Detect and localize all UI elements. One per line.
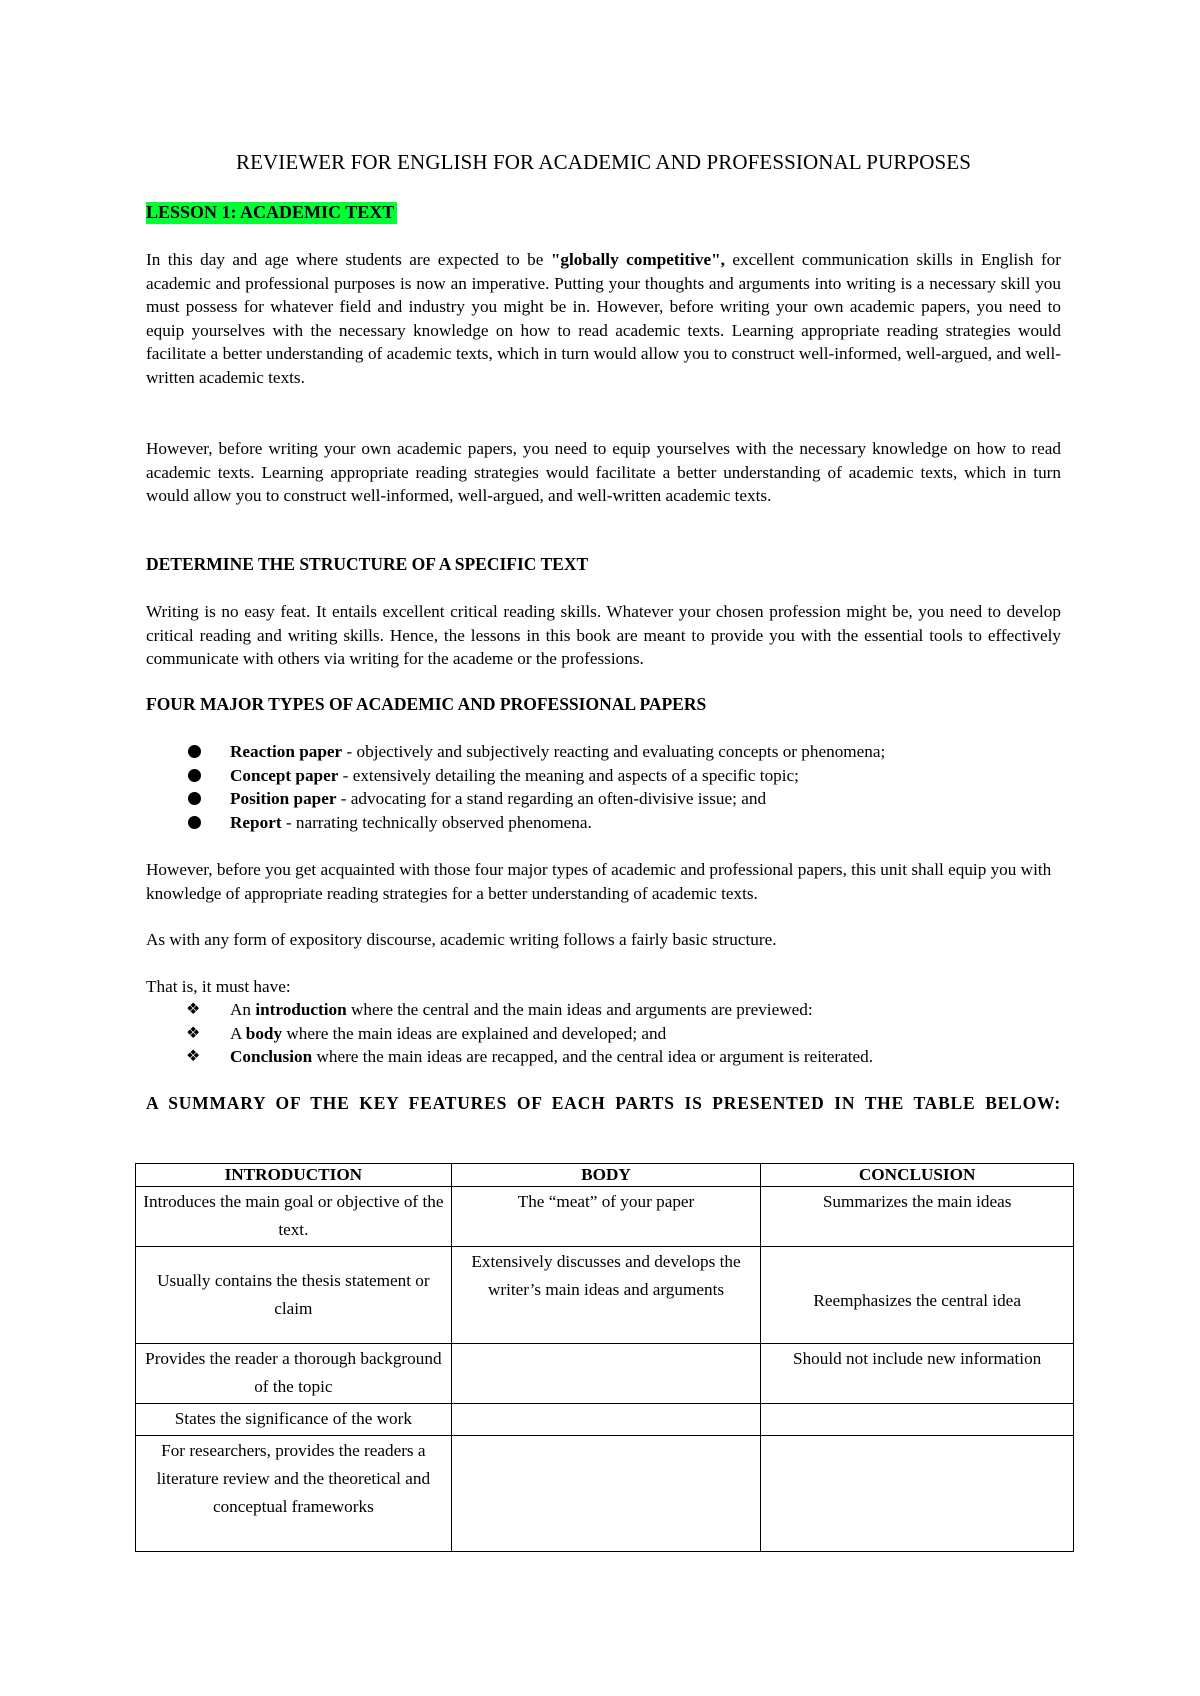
structure-paragraph: Writing is no easy feat. It entails excellent critical reading skills. Whatever your chosen profession might be, you need to develop critical reading and writing skills. Hence, the lessons in this book are meant to provide you with the essential tools to effectively communicate with others via writing for the academe or the professions. bbox=[146, 602, 1061, 669]
paper-type-term: Position paper bbox=[230, 789, 337, 809]
diamond-bullet-icon: ❖ bbox=[186, 1024, 201, 1042]
types-paragraph: However, before you get acquainted with those four major types of academic and professional papers, this unit shall equip you with knowledge of appropriate reading strategies for a better understanding of academic texts. bbox=[146, 860, 1052, 903]
part-term: Conclusion bbox=[230, 1047, 313, 1067]
globally-competitive-phrase: "globally competitive", bbox=[550, 250, 725, 269]
intro-text-start: In this day and age where students are expected to be bbox=[146, 250, 551, 269]
list-item bbox=[146, 764, 885, 788]
diamond-bullet-icon: ❖ bbox=[186, 1001, 201, 1018]
table-row bbox=[136, 1436, 1074, 1552]
bullet-icon bbox=[188, 792, 201, 805]
paper-type-desc: - narrating technically observed phenomena. bbox=[281, 812, 592, 832]
paper-type-desc: - objectively and subjectively reacting and evaluating concepts or phenomena; bbox=[342, 742, 886, 761]
list-item: ❖ An introduction where the central and the main ideas and arguments are previewed: bbox=[146, 998, 873, 1022]
table-row bbox=[136, 1344, 1074, 1404]
table-cell: Should not include new information bbox=[761, 1344, 1074, 1404]
expository-paragraph: As with any form of expository discourse, academic writing follows a fairly basic structure. bbox=[146, 930, 777, 949]
table-cell: Summarizes the main ideas bbox=[761, 1187, 1074, 1247]
list-item bbox=[146, 740, 885, 764]
table-cell bbox=[451, 1344, 761, 1404]
table-cell: The “meat” of your paper bbox=[451, 1187, 761, 1247]
lesson-heading: LESSON 1: ACADEMIC TEXT bbox=[146, 202, 397, 224]
diamond-bullet-icon: ❖ bbox=[186, 1048, 201, 1066]
table-row bbox=[136, 1404, 1074, 1436]
table-row bbox=[136, 1187, 1074, 1247]
list-item: ❖ Conclusion where the main ideas are recapped, and the central idea or argument is reiterated. bbox=[146, 1045, 873, 1069]
column-header-introduction: INTRODUCTION bbox=[136, 1164, 452, 1187]
types-heading: FOUR MAJOR TYPES OF ACADEMIC AND PROFESSIONAL PAPERS bbox=[146, 694, 707, 714]
paper-type-term: Concept paper bbox=[230, 765, 339, 785]
list-item bbox=[146, 787, 885, 811]
structure-heading: DETERMINE THE STRUCTURE OF A SPECIFIC TEXT bbox=[146, 554, 589, 574]
must-have-intro: That is, it must have: bbox=[146, 977, 291, 996]
intro-paragraph bbox=[146, 248, 1061, 390]
list-item bbox=[146, 811, 885, 835]
table-cell bbox=[761, 1404, 1074, 1436]
list-item: ❖ A body where the main ideas are explained and developed; and bbox=[146, 1022, 873, 1046]
paper-type-desc: - advocating for a stand regarding an often-divisive issue; and bbox=[336, 789, 767, 809]
paper-type-term: Report bbox=[230, 812, 282, 832]
part-term: introduction bbox=[255, 1000, 347, 1019]
paper-type-desc: - extensively detailing the meaning and aspects of a specific topic; bbox=[338, 765, 799, 785]
table-cell: States the significance of the work bbox=[136, 1404, 452, 1436]
bullet-icon bbox=[188, 769, 201, 782]
table-cell: Reemphasizes the central idea bbox=[761, 1247, 1074, 1344]
table-cell bbox=[761, 1436, 1074, 1552]
column-header-body: BODY bbox=[451, 1164, 761, 1187]
column-header-conclusion: CONCLUSION bbox=[761, 1164, 1074, 1187]
bullet-icon bbox=[188, 816, 201, 829]
table-cell: Introduces the main goal or objective of the text. bbox=[136, 1187, 452, 1247]
summary-heading: A SUMMARY OF THE KEY FEATURES OF EACH PARTS IS PRESENTED IN THE TABLE BELOW: bbox=[146, 1093, 1061, 1113]
summary-table bbox=[135, 1163, 1074, 1552]
paper-types-list bbox=[146, 740, 885, 834]
table-cell bbox=[451, 1436, 761, 1552]
structure-parts-list bbox=[146, 998, 873, 1069]
paper-type-term: Reaction paper bbox=[230, 742, 343, 761]
document-title: REVIEWER FOR ENGLISH FOR ACADEMIC AND PROFESSIONAL PURPOSES bbox=[236, 150, 971, 174]
table-cell bbox=[451, 1404, 761, 1436]
table-cell: Usually contains the thesis statement or claim bbox=[136, 1247, 452, 1344]
part-term: body bbox=[245, 1023, 283, 1043]
intro-text-end: excellent communication skills in English for academic and professional purposes is now an imperative. Putting your thoughts and arguments into writing is a necessary skill you must possess for whatever field and industry you might be in. However, before writing your own academic papers, you need to equip yourselves with the necessary knowledge on how to read academic texts. Learning appropriate reading strategies would facilitate a better understanding of academic texts, which in turn would allow you to construct well-informed, well-argued, and well-written academic texts. bbox=[146, 250, 1061, 387]
second-paragraph: However, before writing your own academic papers, you need to equip yourselves with the necessary knowledge on how to read academic texts. Learning appropriate reading strategies would facilitate a better understanding of academic texts, which in turn would allow you to construct well-informed, well-argued, and well-written academic texts. bbox=[146, 439, 1061, 506]
table-cell: Extensively discusses and develops the writer’s main ideas and arguments bbox=[451, 1247, 761, 1344]
table-cell: For researchers, provides the readers a literature review and the theoretical and conceptual frameworks bbox=[136, 1436, 452, 1552]
table-header-row bbox=[136, 1164, 1074, 1187]
bullet-icon bbox=[188, 745, 201, 758]
table-row bbox=[136, 1247, 1074, 1344]
table-cell: Provides the reader a thorough background of the topic bbox=[136, 1344, 452, 1404]
